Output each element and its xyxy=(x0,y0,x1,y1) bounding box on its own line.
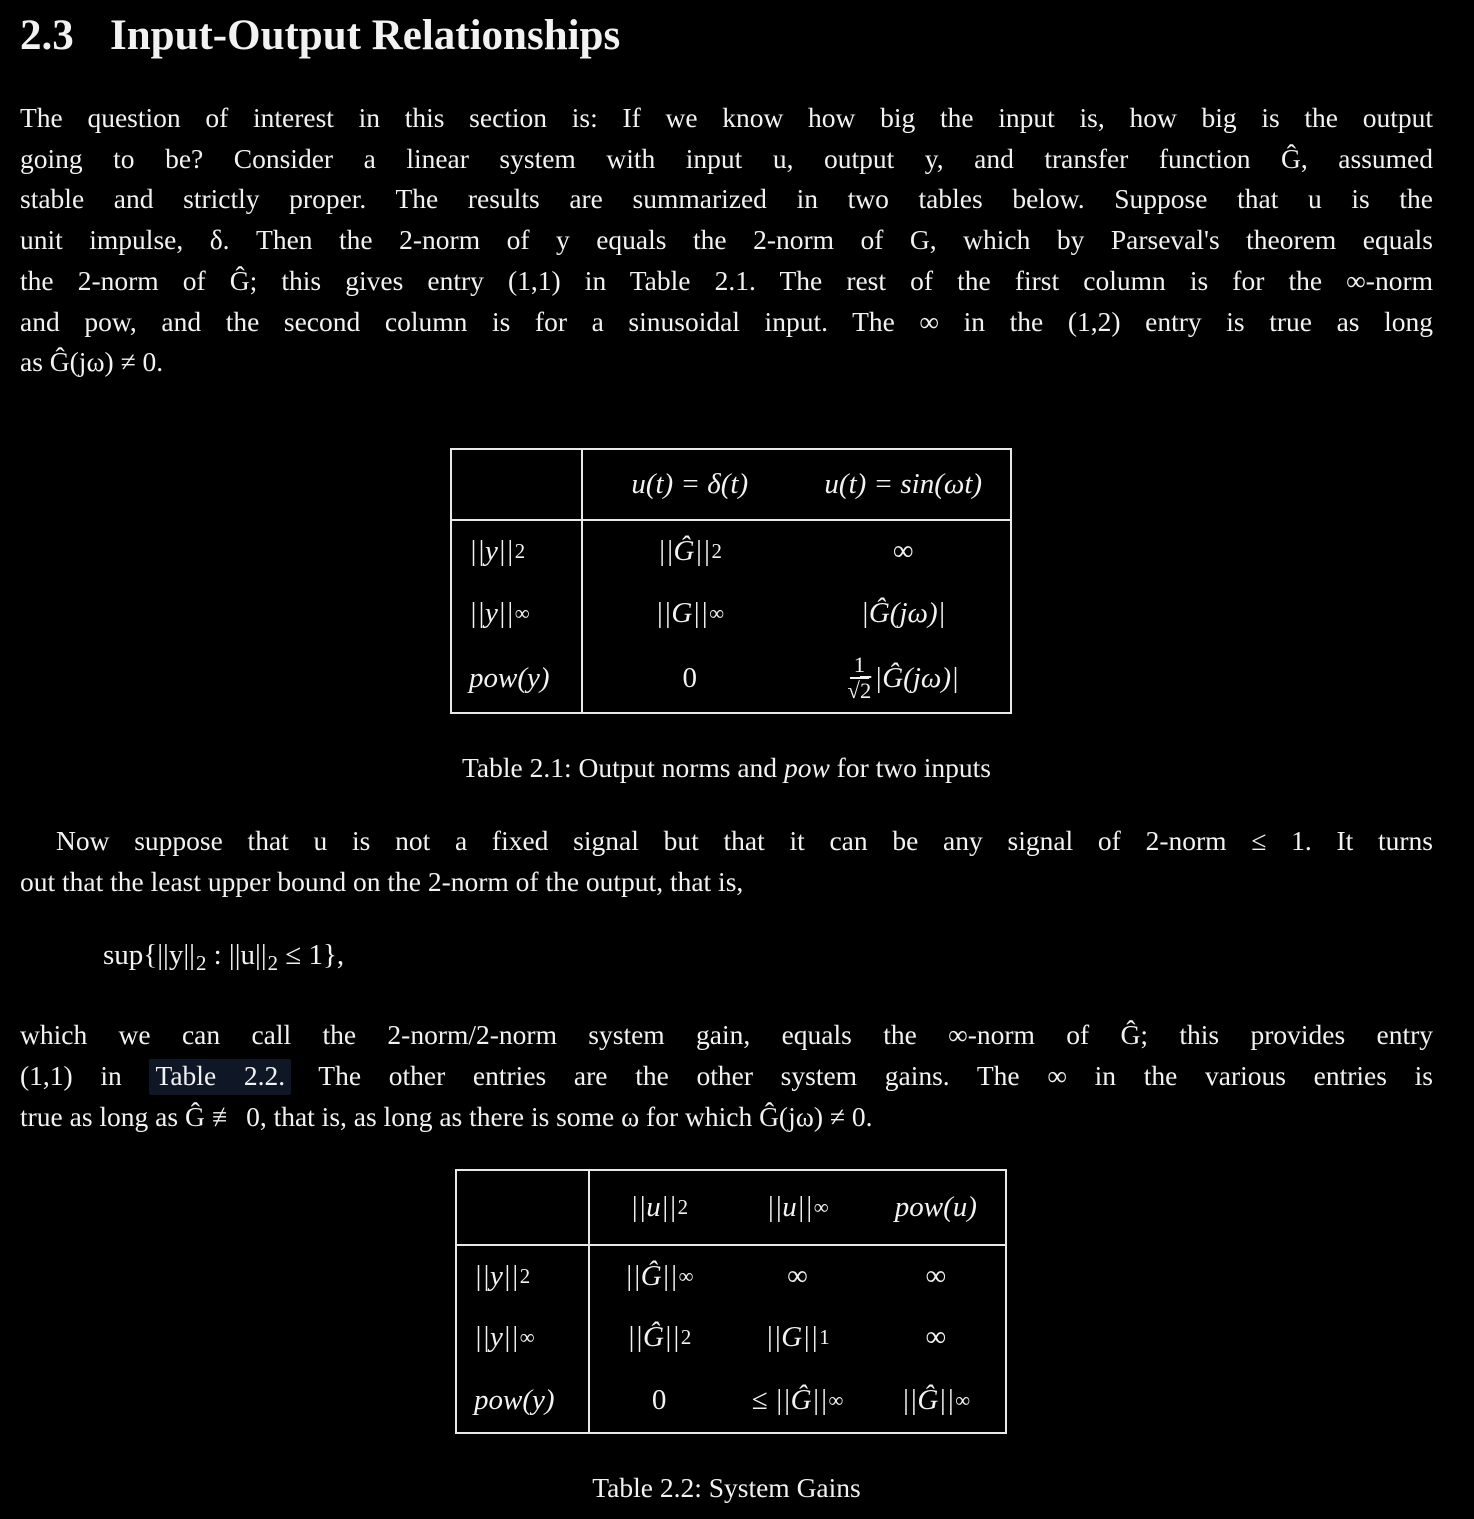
math-text: : ||u|| xyxy=(206,939,267,972)
math-text: ||y|| xyxy=(469,535,514,568)
math-text: ≤ 1}, xyxy=(278,939,345,972)
math-text: ∞ xyxy=(892,535,914,568)
table-cell xyxy=(728,1246,866,1307)
caption-text: Table 2.1: Output norms and xyxy=(462,751,784,783)
table-cell xyxy=(590,1307,728,1368)
table-cell xyxy=(867,1368,1005,1432)
table-cell xyxy=(590,1368,728,1432)
text-line: The question of interest in this section is: If we know how big the input is, how big is the output xyxy=(20,102,1433,133)
math-text: ||u|| xyxy=(630,1191,677,1224)
math-text: ||u|| xyxy=(766,1191,813,1224)
row-label xyxy=(452,645,583,712)
math-text: ||G|| xyxy=(655,597,709,630)
math-text: ≤ ||Ĝ|| xyxy=(751,1383,828,1416)
math-subscript: ∞ xyxy=(514,601,530,626)
table-2-1-caption xyxy=(20,748,1433,788)
math-text: ||Ĝ|| xyxy=(624,1260,678,1293)
header-cells xyxy=(583,450,1010,519)
table-row xyxy=(457,1246,1005,1307)
row-label xyxy=(457,1246,590,1307)
table-cell xyxy=(583,521,797,583)
column-header: u(t) = sin(ωt) xyxy=(824,467,983,500)
table-cell xyxy=(583,645,797,712)
math-text: 0 xyxy=(651,1383,667,1416)
row-cells xyxy=(590,1368,1005,1432)
fraction-denominator xyxy=(848,679,872,704)
fraction-numerator: 1 xyxy=(850,653,869,679)
table-2-1 xyxy=(450,448,1012,714)
column-header xyxy=(867,1171,1005,1244)
section-title: Input-Output Relationships xyxy=(110,12,621,59)
text-line: the 2-norm of Ĝ; this gives entry (1,1) in Table 2.1. The rest of the first column is for the ∞-norm xyxy=(20,264,1433,296)
math-text: ∞ xyxy=(925,1260,947,1293)
math-text: pow(u) xyxy=(894,1191,977,1224)
table-header-row xyxy=(452,450,1010,521)
math-subscript: 2 xyxy=(677,1195,689,1220)
sqrt-sign: √ xyxy=(847,677,860,703)
row-label xyxy=(457,1368,590,1432)
math-text: ||y|| xyxy=(469,597,514,630)
math-text: ||y|| xyxy=(474,1321,519,1354)
table-cell xyxy=(797,583,1011,645)
math-text: pow(y) xyxy=(469,661,550,694)
table-cell xyxy=(797,521,1011,583)
section-heading xyxy=(20,14,1433,58)
row-label xyxy=(457,1307,590,1368)
text-line: which we can call the 2-norm/2-norm system gain, equals the ∞-norm of Ĝ; this provides entry xyxy=(20,1019,1433,1051)
math-subscript: ∞ xyxy=(813,1195,829,1220)
paragraph-gains xyxy=(20,1015,1433,1137)
math-subscript: 2 xyxy=(680,1325,692,1350)
row-cells xyxy=(590,1246,1005,1307)
text-line: Now suppose that u is not a fixed signal but that it can be any signal of 2-norm ≤ 1. It turns xyxy=(56,824,1433,856)
math-text: 0 xyxy=(682,661,697,694)
table-row xyxy=(452,583,1010,645)
caption-text: for two inputs xyxy=(829,751,991,783)
text-line: and pow, and the second column is for a sinusoidal input. The ∞ in the (1,2) entry is true as long xyxy=(20,305,1433,337)
row-cells xyxy=(590,1307,1005,1368)
table-2-2-caption: Table 2.2: System Gains xyxy=(592,1472,861,1504)
text-segment: The other entries are the other system gains. The ∞ in the various entries is xyxy=(291,1059,1433,1091)
table-cell xyxy=(797,645,1011,712)
table-cell xyxy=(590,1246,728,1307)
caption-italic-text: pow xyxy=(783,751,830,783)
math-subscript: ∞ xyxy=(828,1387,844,1412)
table-header-row xyxy=(457,1171,1005,1246)
paragraph-intro xyxy=(20,98,1433,383)
row-label-empty xyxy=(457,1171,590,1244)
row-label-empty xyxy=(452,450,583,519)
text-segment: (1,1) in xyxy=(20,1059,150,1091)
section-number: 2.3 xyxy=(20,12,74,59)
math-text: |Ĝ(jω)| xyxy=(874,661,959,694)
column-header: u(t) = δ(t) xyxy=(631,467,749,500)
table-cell xyxy=(728,1368,866,1432)
row-cells xyxy=(583,583,1010,645)
table-cell xyxy=(867,1246,1005,1307)
table-row xyxy=(452,645,1010,712)
math-text: ∞ xyxy=(925,1321,947,1354)
table-cell xyxy=(583,583,797,645)
radicand: 2 xyxy=(859,677,872,703)
column-header xyxy=(590,1171,728,1244)
math-subscript: 2 xyxy=(514,539,526,564)
row-cells xyxy=(583,521,1010,583)
math-fraction xyxy=(848,653,872,704)
text-line: going to be? Consider a linear system with input u, output y, and transfer function Ĝ, assumed xyxy=(20,142,1433,174)
header-cells xyxy=(590,1171,1005,1244)
math-subscript: ∞ xyxy=(709,601,725,626)
math-text: ||y|| xyxy=(474,1260,519,1293)
math-subscript: 1 xyxy=(819,1325,830,1350)
math-subscript: ∞ xyxy=(519,1325,535,1350)
row-cells xyxy=(583,645,1010,712)
text-line xyxy=(20,1056,1433,1097)
math-subscript: ∞ xyxy=(955,1387,971,1412)
math-subscript: 2 xyxy=(267,951,279,976)
text-line: true as long as Ĝ ≢ 0, that is, as long as there is some ω for which Ĝ(jω) ≠ 0. xyxy=(20,1100,873,1132)
math-text: sup{||y|| xyxy=(103,939,195,972)
text-line: unit impulse, δ. Then the 2-norm of y equals the 2-norm of G, which by Parseval's theorem equals xyxy=(20,224,1433,256)
column-header xyxy=(728,1171,866,1244)
paragraph-sup xyxy=(20,821,1433,902)
table-row xyxy=(452,521,1010,583)
table-cell xyxy=(728,1307,866,1368)
math-text: ||G|| xyxy=(765,1321,819,1354)
math-text: ||Ĝ|| xyxy=(657,535,711,568)
table-row xyxy=(457,1307,1005,1368)
text-line: out that the least upper bound on the 2-norm of the output, that is, xyxy=(20,865,744,897)
table-2-2 xyxy=(455,1169,1007,1434)
math-text: ||Ĝ|| xyxy=(627,1321,680,1354)
math-text: |Ĝ(jω)| xyxy=(860,597,946,630)
math-text: ||Ĝ|| xyxy=(901,1383,955,1416)
math-text: ∞ xyxy=(787,1260,808,1293)
table-row xyxy=(457,1368,1005,1432)
row-label xyxy=(452,583,583,645)
math-subscript: 2 xyxy=(195,951,207,976)
math-subscript: 2 xyxy=(711,539,722,564)
display-equation xyxy=(103,933,1433,985)
math-subscript: ∞ xyxy=(678,1264,694,1289)
math-subscript: 2 xyxy=(519,1264,531,1289)
text-line: stable and strictly proper. The results are summarized in two tables below. Suppose that u is the xyxy=(20,183,1433,215)
table-cell xyxy=(867,1307,1005,1368)
row-label xyxy=(452,521,583,583)
math-text: pow(y) xyxy=(474,1383,555,1416)
text-line: as Ĝ(jω) ≠ 0. xyxy=(20,346,164,378)
table-2-2-link[interactable]: Table 2.2. xyxy=(149,1059,291,1095)
